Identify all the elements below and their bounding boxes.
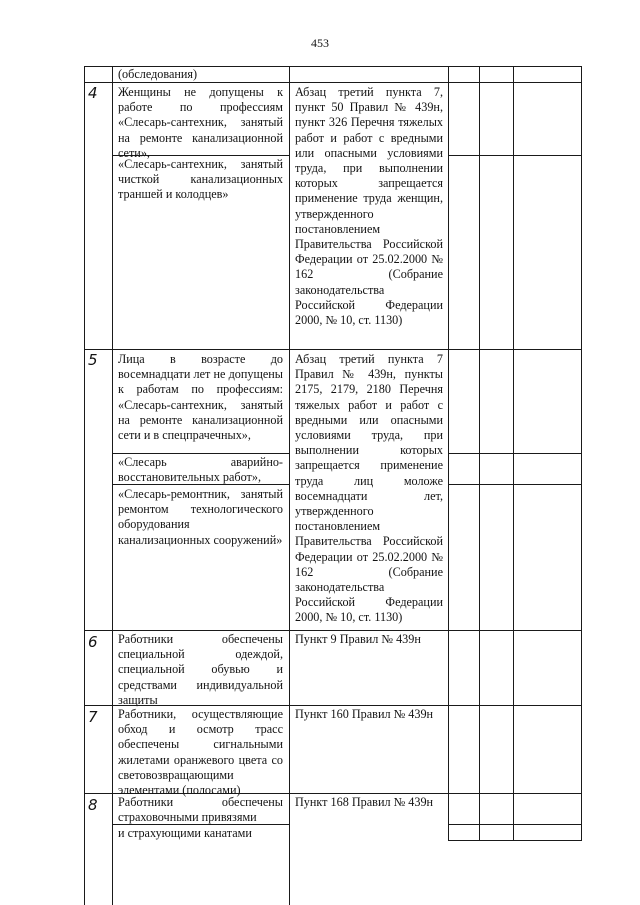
sub-row-divider <box>448 484 581 485</box>
row-number: 4 <box>88 84 98 102</box>
reference-text: Пункт 168 Правил № 439н <box>295 795 434 809</box>
requirement-cell <box>118 632 283 708</box>
requirement-text: Работники, осуществляющие обход и осмотр трасс обеспечены сигнальными жилетами оранжевого цвета со световозвращающими элементами (полосами) <box>118 707 283 798</box>
requirement-cell <box>118 795 283 825</box>
requirement-cell <box>118 707 283 798</box>
requirement-text: «Слесарь-сантехник, занятый чисткой канализационных траншей и колодцев» <box>118 157 283 202</box>
row-number: 7 <box>88 708 98 726</box>
requirement-text: Женщины не допущены к работе по профессиям «Слесарь-сантехник, занятый на ремонте канализационной сети», <box>118 85 283 160</box>
column-divider <box>289 66 290 905</box>
sub-row-divider <box>448 824 581 825</box>
reference-cell <box>295 707 443 722</box>
sub-row-divider <box>448 453 581 454</box>
row-number: 8 <box>88 796 98 814</box>
reference-text: Пункт 160 Правил № 439н <box>295 707 434 721</box>
requirement-cell <box>118 826 283 841</box>
row-divider <box>84 630 582 631</box>
sub-row-divider <box>448 155 581 156</box>
requirement-cell <box>118 157 283 203</box>
requirement-text: и страхующими канатами <box>118 826 252 840</box>
sub-row-divider <box>448 840 581 841</box>
reference-text: Пункт 9 Правил № 439н <box>295 632 421 646</box>
requirement-text: Лица в возрасте до восемнадцати лет не допущены к работам по профессиям: «Слесарь-сантехник, занятый на ремонте канализационной сети и в спецпрачечных», <box>118 352 283 443</box>
table-border-left <box>84 66 85 905</box>
page-number: 453 <box>311 36 329 50</box>
reference-text: Абзац третий пункта 7, пункт 50 Правил № 439н, пункт 326 Перечня тяжелых работ и работ с вредными или опасными условиями труда, при выполнении которых запрещается применение труда женщин, утвержденного постановлением Правительства Российской Федерации от 25.02.2000 № 162 (Собрание законодательства Российской Федерации 2000, № 10, ст. 1130) <box>295 85 443 328</box>
reference-cell <box>295 352 443 626</box>
reference-cell <box>295 795 443 810</box>
requirement-text: Работники обеспечены страховочными привязями <box>118 795 283 825</box>
requirement-text: «Слесарь аварийно-восстановительных работ», <box>118 455 283 485</box>
requirement-cell <box>118 85 283 161</box>
reference-text: Абзац третий пункта 7 Правил № 439н, пункты 2175, 2179, 2180 Перечня тяжелых работ и работ с вредными или опасными условиями труда, при выполнении которых запрещается применение труда лиц моложе восемнадцати лет, утвержденного постановлением Правительства Российской Федерации от 25.02.2000 № 162 (Собрание законодательства Российской Федерации 2000, № 10, ст. 1130) <box>295 352 443 625</box>
sub-row-divider <box>112 453 289 454</box>
reference-cell <box>295 632 443 647</box>
requirement-text: Работники обеспечены специальной одеждой, специальной обувью и средствами индивидуальной защиты <box>118 632 283 707</box>
row-number: 6 <box>88 633 98 651</box>
reference-cell <box>295 85 443 328</box>
requirement-cell <box>118 67 283 82</box>
requirement-text: «Слесарь-ремонтник, занятый ремонтом технологического оборудования канализационных сооружений» <box>118 487 283 547</box>
requirement-cell <box>118 352 283 443</box>
requirement-cell <box>118 487 283 548</box>
table-border-right <box>581 66 582 841</box>
requirement-text: (обследования) <box>118 67 198 81</box>
column-divider <box>112 66 113 905</box>
row-number: 5 <box>88 351 98 369</box>
requirement-cell <box>118 455 283 485</box>
row-divider <box>84 349 582 350</box>
